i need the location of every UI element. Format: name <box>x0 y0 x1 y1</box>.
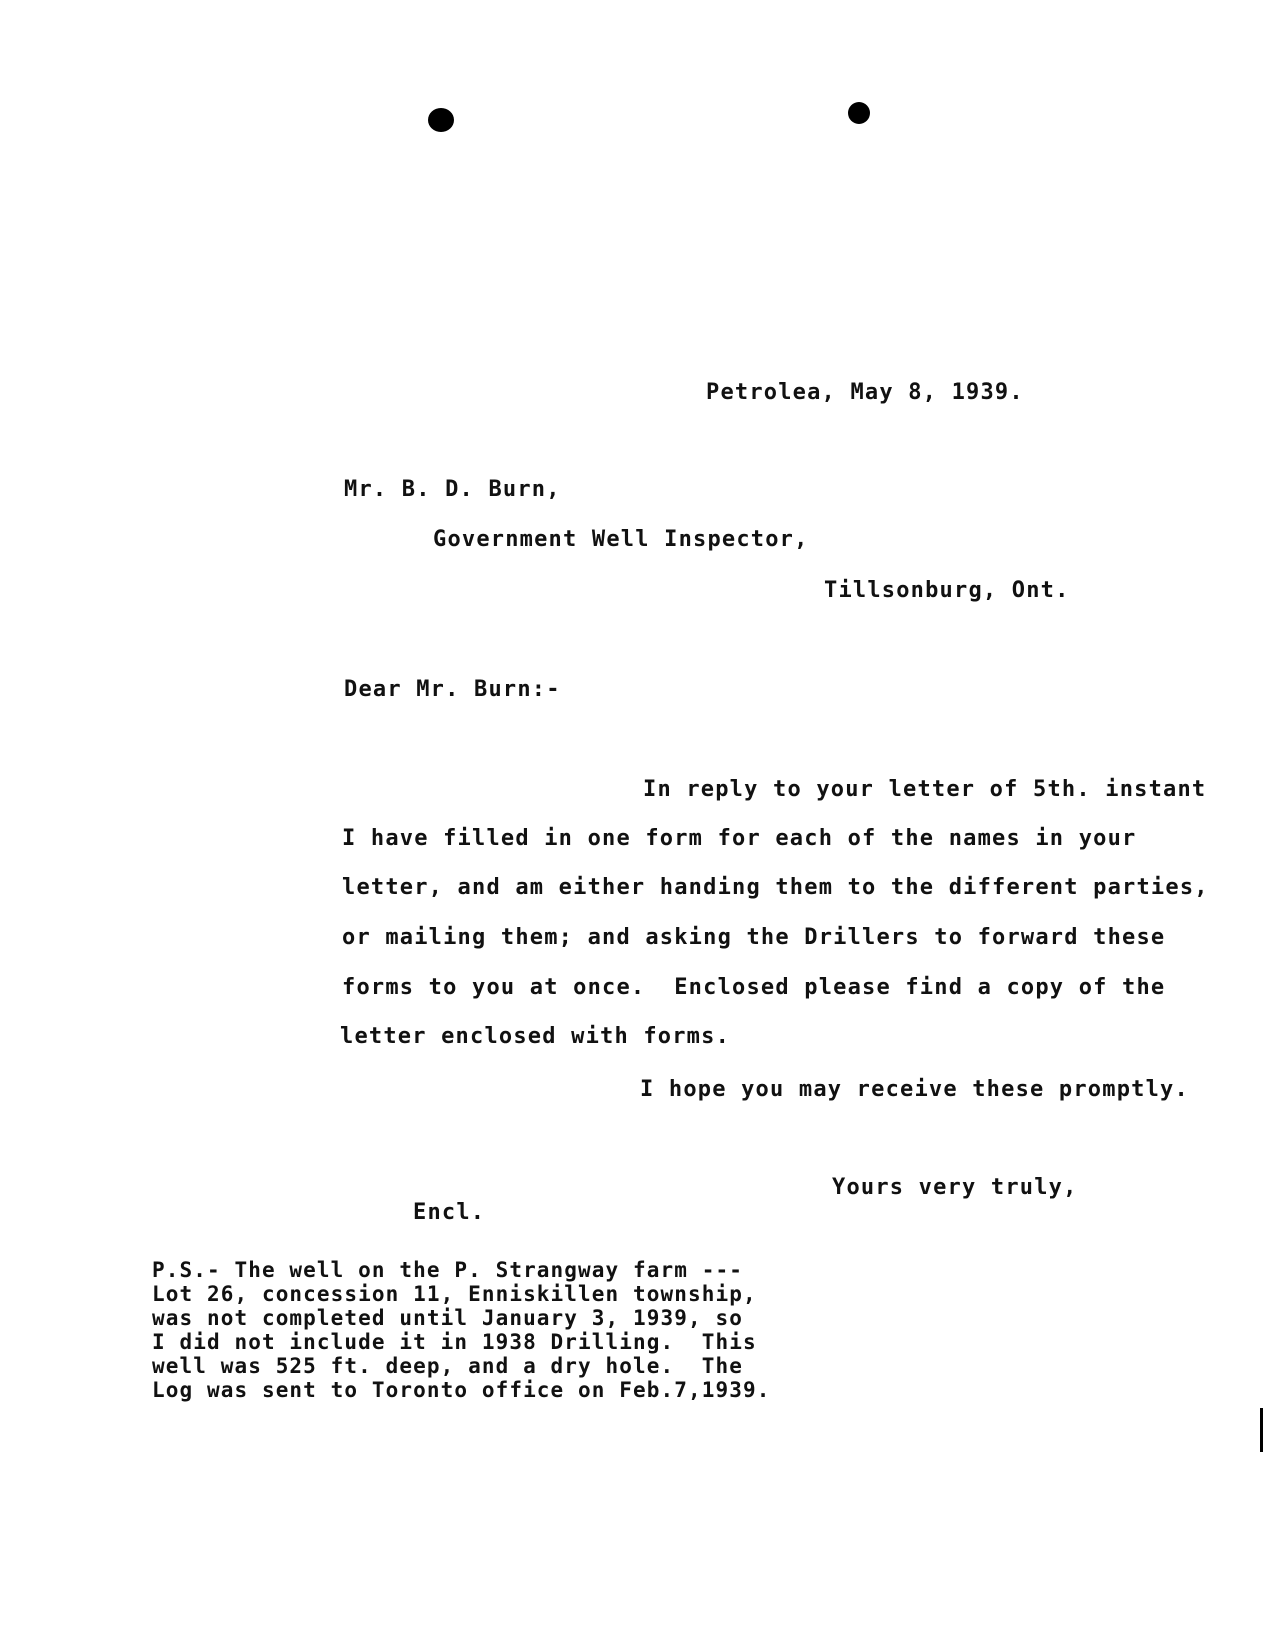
ink-blot-left <box>428 108 454 132</box>
recipient-title: Government Well Inspector, <box>433 527 809 552</box>
body-line-1: In reply to your letter of 5th. instant <box>643 777 1207 802</box>
body-line-4: or mailing them; and asking the Drillers to forward these <box>342 925 1166 950</box>
postscript-line-5: well was 525 ft. deep, and a dry hole. The <box>152 1354 743 1378</box>
postscript-line-2: Lot 26, concession 11, Enniskillen township, <box>152 1282 757 1306</box>
body-line-6: letter enclosed with forms. <box>340 1024 731 1049</box>
postscript-line-4: I did not include it in 1938 Drilling. This <box>152 1330 757 1354</box>
postscript-line-1: P.S.- The well on the P. Strangway farm --- <box>152 1258 743 1282</box>
salutation: Dear Mr. Burn:- <box>344 677 561 702</box>
recipient-location: Tillsonburg, Ont. <box>824 578 1070 603</box>
postscript-line-6: Log was sent to Toronto office on Feb.7,1939. <box>152 1378 771 1402</box>
ink-blot-right <box>848 102 870 124</box>
postscript-line-3: was not completed until January 3, 1939, so <box>152 1306 743 1330</box>
closing-line: I hope you may receive these promptly. <box>640 1077 1189 1102</box>
body-line-3: letter, and am either handing them to the different parties, <box>342 875 1209 900</box>
body-line-5: forms to you at once. Enclosed please find a copy of the <box>342 975 1166 1000</box>
margin-mark <box>1260 1408 1263 1452</box>
letter-date: Petrolea, May 8, 1939. <box>706 380 1024 405</box>
recipient-name: Mr. B. D. Burn, <box>344 477 561 502</box>
enclosure-note: Encl. <box>413 1200 486 1225</box>
valediction: Yours very truly, <box>832 1175 1078 1200</box>
body-line-2: I have filled in one form for each of the names in your <box>342 826 1137 851</box>
